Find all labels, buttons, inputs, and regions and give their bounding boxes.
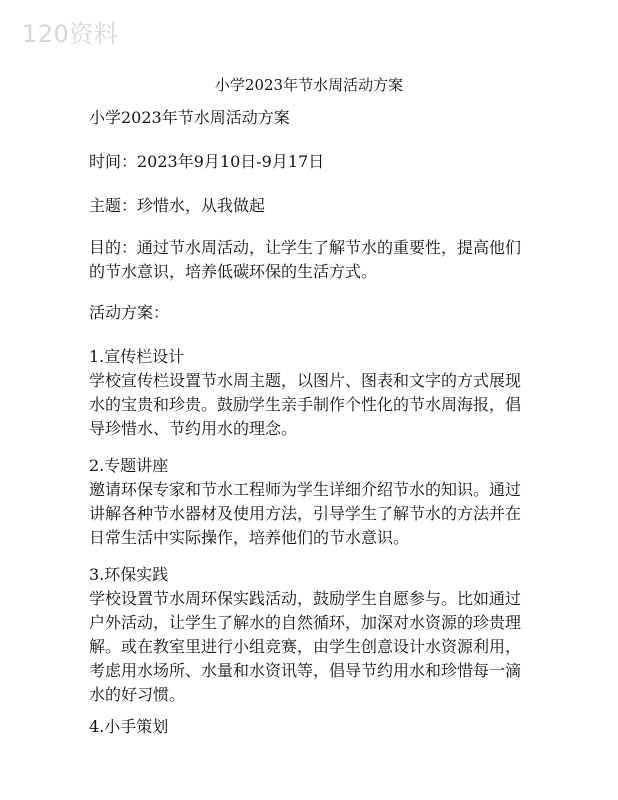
document-title: 小学2023年节水周活动方案: [214, 76, 404, 94]
watermark-logo: 120资料: [22, 20, 119, 48]
section-line: 户外活动，让学生了解水的自然循环，加深对水资源的珍贵理: [89, 613, 522, 632]
section-line: 考虑用水场所、水量和水资讯等，倡导节约用水和珍惜每一滴: [89, 661, 522, 680]
section-lecture: [89, 454, 529, 550]
section-line: 导珍惜水、节约用水的理念。: [89, 419, 298, 438]
section-heading: 4.小手策划: [89, 717, 169, 736]
section-line: 日常生活中实际操作，培养他们的节水意识。: [89, 528, 410, 547]
section-line: 邀请环保专家和节水工程师为学生详细介绍节水的知识。通过: [89, 480, 522, 499]
document-subtitle: 小学2023年节水周活动方案: [89, 108, 290, 127]
event-purpose: [89, 236, 529, 284]
section-heading: 3.环保实践: [89, 565, 169, 584]
purpose-line: 目的：通过节水周活动，让学生了解节水的重要性，提高他们: [89, 238, 522, 257]
section-line: 讲解各种节水器材及使用方法，引导学生了解节水的方法并在: [89, 504, 522, 523]
section-practice: [89, 563, 529, 707]
purpose-line: 的节水意识，培养低碳环保的生活方式。: [89, 262, 378, 281]
event-theme: 主题：珍惜水，从我做起: [89, 196, 266, 215]
section-line: 水的宝贵和珍贵。鼓励学生亲手制作个性化的节水周海报，倡: [89, 395, 522, 414]
section-line: 解。或在教室里进行小组竞赛，由学生创意设计水资源利用，: [89, 637, 522, 656]
section-publicity-board: [89, 345, 529, 441]
section-heading: 2.专题讲座: [89, 456, 169, 475]
section-line: 学校宣传栏设置节水周主题，以图片、图表和文字的方式展现: [89, 371, 522, 390]
event-time: 时间：2023年9月10日-9月17日: [89, 152, 325, 171]
section-heading: 1.宣传栏设计: [89, 347, 185, 366]
section-line: 水的好习惯。: [89, 685, 186, 704]
plan-heading: 活动方案：: [89, 303, 170, 322]
section-planning: [89, 715, 529, 739]
section-line: 学校设置节水周环保实践活动，鼓励学生自愿参与。比如通过: [89, 589, 522, 608]
